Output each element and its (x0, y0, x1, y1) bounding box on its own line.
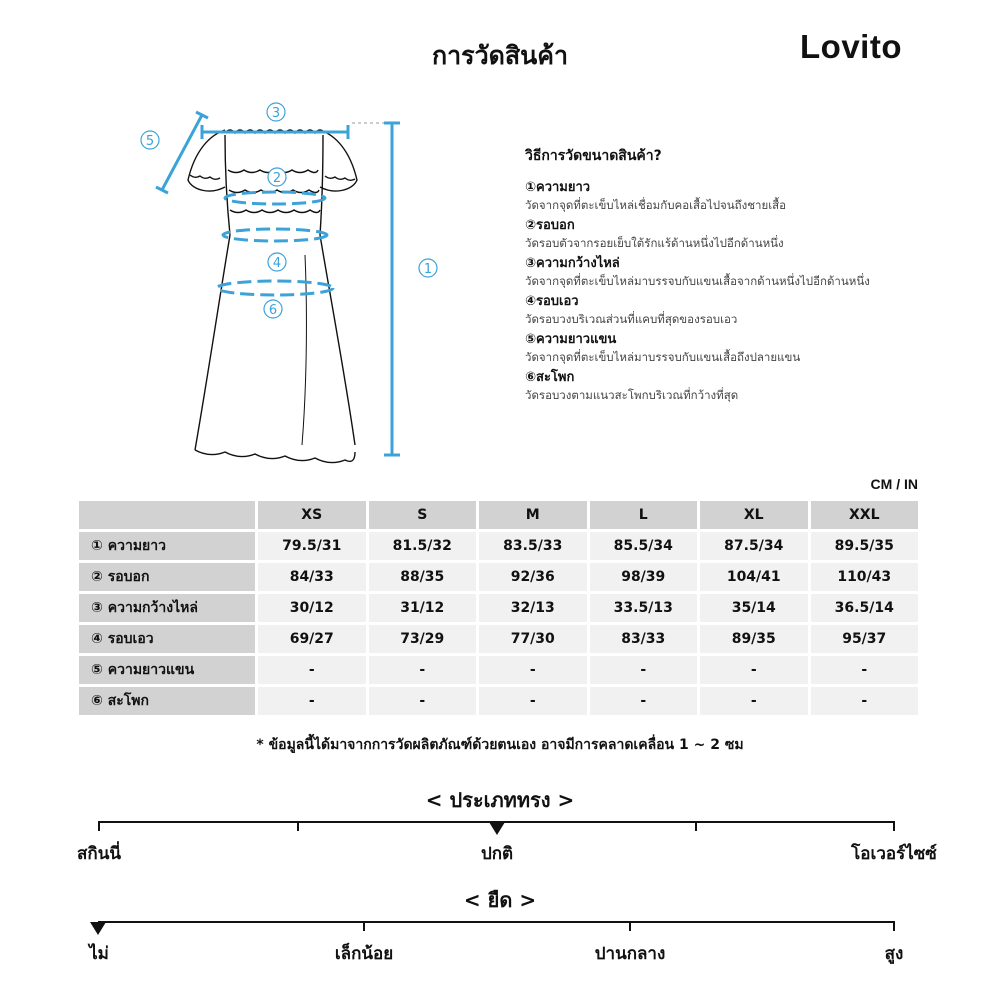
size-header: XXL (811, 501, 919, 529)
table-cell: 89/35 (700, 625, 808, 653)
table-cell: 77/30 (479, 625, 587, 653)
table-cell: - (369, 687, 477, 715)
fit-scale-title: < ประเภททรง > (425, 788, 575, 812)
table-cell: - (479, 687, 587, 715)
table-cell: 81.5/32 (369, 532, 477, 560)
stretch-selected-marker (90, 922, 106, 935)
row-label: ④ รอบเอว (79, 625, 255, 653)
table-cell: - (590, 687, 698, 715)
guide-item-desc: วัดรอบวงบริเวณส่วนที่แคบที่สุดของรอบเอว (525, 312, 738, 326)
table-row (79, 594, 918, 622)
table-cell: 110/43 (811, 563, 919, 591)
stretch-label-none: ไม่ (89, 944, 109, 964)
table-corner (79, 501, 255, 529)
table-cell: 35/14 (700, 594, 808, 622)
scale-tick (297, 821, 299, 831)
guide-item-title: ⑤ความยาวแขน (525, 332, 617, 347)
size-header: L (590, 501, 698, 529)
table-cell: 83.5/33 (479, 532, 587, 560)
dress-diagram (130, 95, 460, 475)
table-cell: 98/39 (590, 563, 698, 591)
fit-label-regular: ปกติ (480, 844, 514, 864)
guide-item (525, 179, 985, 213)
guide-item-title: ②รอบอก (525, 218, 575, 233)
stretch-scale-title: < ยืด > (463, 888, 537, 912)
marker-6: 6 (268, 303, 278, 318)
table-row (79, 687, 918, 715)
table-cell: - (700, 687, 808, 715)
table-cell: - (258, 687, 366, 715)
row-label: ⑥ สะโพก (79, 687, 255, 715)
guide-item-title: ④รอบเอว (525, 294, 579, 309)
row-label: ① ความยาว (79, 532, 255, 560)
table-row (79, 656, 918, 684)
guide-item (525, 331, 985, 365)
table-cell: - (369, 656, 477, 684)
table-cell: 33.5/13 (590, 594, 698, 622)
table-cell: 30/12 (258, 594, 366, 622)
fit-selected-marker (489, 822, 505, 835)
guide-item (525, 217, 985, 251)
marker-3: 3 (271, 106, 281, 121)
stretch-scale-line (98, 921, 895, 923)
size-header: XS (258, 501, 366, 529)
table-cell: - (700, 656, 808, 684)
scale-tick (695, 821, 697, 831)
page-title: การวัดสินค้า (432, 41, 568, 70)
table-cell: - (258, 656, 366, 684)
table-cell: 73/29 (369, 625, 477, 653)
table-cell: 83/33 (590, 625, 698, 653)
guide-item-title: ①ความยาว (525, 180, 591, 195)
row-label: ③ ความกว้างไหล่ (79, 594, 255, 622)
size-table (76, 498, 921, 718)
fit-label-oversize: โอเวอร์ไซซ์ (851, 844, 937, 864)
scale-tick (893, 921, 895, 931)
brand-logo: Lovito (800, 28, 902, 65)
table-cell: 84/33 (258, 563, 366, 591)
table-cell: 87.5/34 (700, 532, 808, 560)
measurement-guide (525, 145, 985, 407)
table-row (79, 625, 918, 653)
guide-item-desc: วัดรอบวงตามแนวสะโพกบริเวณที่กว้างที่สุด (525, 388, 739, 402)
guide-item-desc: วัดจากจุดที่ตะเข็บไหล่มาบรรจบกับแขนเสื้อจากด้านหนึ่งไปอีกด้านหนึ่ง (525, 274, 870, 288)
table-header-row (79, 501, 918, 529)
marker-1: 1 (423, 262, 433, 277)
table-cell: - (811, 656, 919, 684)
fit-scale-line (98, 821, 895, 823)
guide-item-desc: วัดจากจุดที่ตะเข็บไหล่เชื่อมกับคอเสื้อไปจนถึงชายเสื้อ (525, 198, 787, 212)
table-cell: 79.5/31 (258, 532, 366, 560)
guide-item (525, 293, 985, 327)
table-cell: - (479, 656, 587, 684)
table-cell: 69/27 (258, 625, 366, 653)
stretch-label-medium: ปานกลาง (594, 944, 666, 964)
scale-tick (98, 821, 100, 831)
stretch-label-slight: เล็กน้อย (334, 944, 394, 964)
marker-5: 5 (145, 134, 155, 149)
table-cell: 95/37 (811, 625, 919, 653)
table-cell: - (590, 656, 698, 684)
size-header: S (369, 501, 477, 529)
table-cell: 36.5/14 (811, 594, 919, 622)
guide-heading: วิธีการวัดขนาดสินค้า? (525, 148, 662, 164)
marker-2: 2 (272, 171, 282, 186)
guide-item-desc: วัดจากจุดที่ตะเข็บไหล่มาบรรจบกับแขนเสื้อถึงปลายแขน (525, 350, 801, 364)
row-label: ② รอบอก (79, 563, 255, 591)
scale-tick (893, 821, 895, 831)
measurement-note: * ข้อมูลนี้ได้มาจากการวัดผลิตภัณฑ์ด้วยตนเอง อาจมีการคลาดเคลื่อน 1 ~ 2 ซม (256, 737, 744, 753)
scale-tick (363, 921, 365, 931)
stretch-label-high: สูง (884, 944, 904, 964)
scale-tick (629, 921, 631, 931)
guide-item-title: ⑥สะโพก (525, 370, 575, 385)
guide-item (525, 255, 985, 289)
table-cell: - (811, 687, 919, 715)
table-cell: 88/35 (369, 563, 477, 591)
fit-label-skinny: สกินนี่ (77, 844, 121, 864)
table-cell: 32/13 (479, 594, 587, 622)
guide-item-desc: วัดรอบตัวจากรอยเย็บใต้รักแร้ด้านหนึ่งไปอีกด้านหนึ่ง (525, 236, 784, 250)
marker-4: 4 (272, 256, 282, 271)
unit-label: CM / IN (870, 476, 918, 492)
guide-item (525, 369, 985, 403)
table-cell: 104/41 (700, 563, 808, 591)
size-header: M (479, 501, 587, 529)
table-row (79, 563, 918, 591)
guide-item-title: ③ความกว้างไหล่ (525, 256, 620, 271)
table-cell: 31/12 (369, 594, 477, 622)
size-header: XL (700, 501, 808, 529)
table-cell: 92/36 (479, 563, 587, 591)
row-label: ⑤ ความยาวแขน (79, 656, 255, 684)
table-cell: 89.5/35 (811, 532, 919, 560)
table-cell: 85.5/34 (590, 532, 698, 560)
table-row (79, 532, 918, 560)
